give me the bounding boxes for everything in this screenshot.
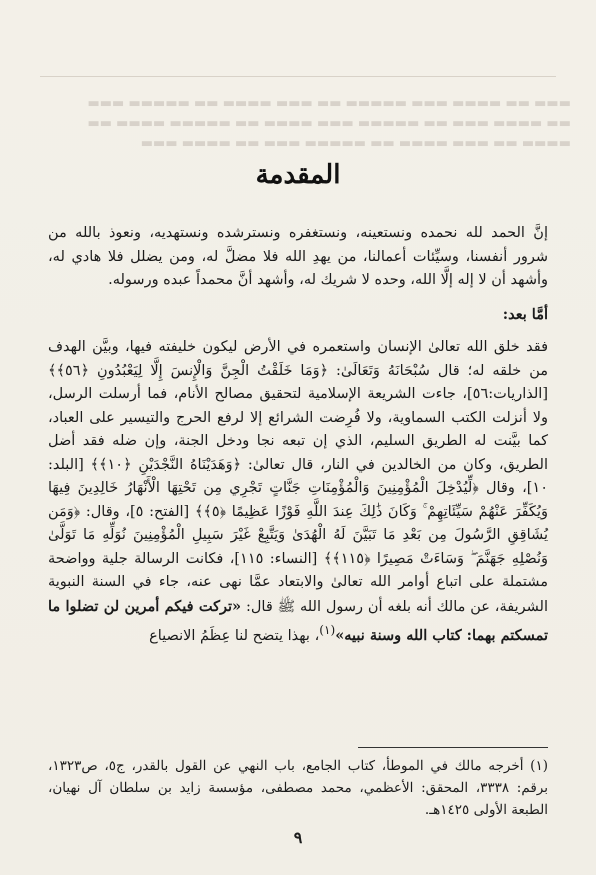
- opening-paragraph: إنَّ الحمد لله نحمده ونستعينه، ونستغفره ونسترشده ونستهديه، ونعوذ بالله من شرور أنفسنا، وسيِّئات أعمالنا، من يهدِ الله فلا مضلَّ له، ومن يضلل فلا هادي له، وأشهد أن لا إله إلَّا الله، وحده لا شريك له، وأشهد أنَّ محمداً عبده ورسوله.: [48, 225, 548, 288]
- body-paragraph-text: فقد خلق الله تعالىٰ الإنسان واستعمره في الأرض ليكون خليفته فيها، وبيَّن الهدف من خلقه له؛ قال سُبْحَانَهُ وَتَعَالَىٰ: ﴿وَمَا خَلَقْتُ الْجِنَّ وَالْإِنسَ إِلَّا لِيَعْبُدُونِ ﴿٥٦﴾﴾ [الذاريات:٥٦]، جاءت الشريعة الإسلامية لتحقيق مصالح الأنام، فما أرسلت الرسل، ولا أنزلت الكتب السماوية، ولا فُرِضت الشرائع إلا لرفع الحرج والتيسير على العباد، كما بيَّنت له الطريق السليم، الذي إن تبعه نجا ودخل الجنة، وإن ضله فقد أضل الطريق، وكان من الخالدين في النار، قال تعالىٰ: ﴿وَهَدَيْنَاهُ النَّجْدَيْنِ ﴿١٠﴾﴾ [البلد: ١٠]، وقال ﴿لِّيُدْخِلَ الْمُؤْمِنِينَ وَالْمُؤْمِنَاتِ جَنَّاتٍ تَجْرِي مِن تَحْتِهَا الْأَنْهَارُ خَالِدِينَ فِيهَا وَيُكَفِّرَ عَنْهُمْ سَيِّئَاتِهِمْ ۚ وَكَانَ ذَٰلِكَ عِندَ اللَّهِ فَوْزًا عَظِيمًا ﴿٥﴾﴾ [الفتح: ٥]، وقال: ﴿وَمَن يُشَاقِقِ الرَّسُولَ مِن بَعْدِ مَا تَبَيَّنَ لَهُ الْهُدَىٰ وَيَتَّبِعْ غَيْرَ سَبِيلِ الْمُؤْمِنِينَ نُوَلِّهِ مَا تَوَلَّىٰ وَنُصْلِهِ جَهَنَّمَ ۖ وَسَاءَتْ مَصِيرًا ﴿١١٥﴾﴾ [النساء: ١١٥]، فكانت الرسالة جلية وواضحة مشتملة على اتباع أوامر الله تعالىٰ والابتعاد عمَّا نهى عنه، جاء في السنة النبوية الشريفة، عن مالك أنه بلغه أن رسول الله ﷺ قال:: [48, 339, 549, 615]
- hadith-quote: «تركت فيكم أمرين لن تضلوا ما تمسكتم بهما: كتاب الله وسنة نبيه»: [48, 597, 548, 644]
- main-text: [48, 222, 548, 648]
- page-number: ٩: [293, 828, 303, 847]
- page-title: المقدمة: [255, 160, 341, 190]
- footnote-reference[interactable]: (١): [319, 623, 336, 637]
- show-through-header-rule: [40, 64, 556, 77]
- show-through-text: ▬▬▬ ▬▬ ▬▬▬▬ ▬▬▬ ▬▬▬▬▬ ▬▬ ▬▬▬ ▬▬▬▬ ▬▬ ▬▬▬▬▬ ▬▬▬: [87, 96, 571, 111]
- show-through-text: ▬▬▬▬ ▬▬ ▬▬▬ ▬▬▬▬ ▬▬ ▬▬▬▬▬ ▬▬▬ ▬▬ ▬▬▬▬ ▬▬▬: [140, 136, 571, 151]
- body-paragraph-tail: ، بهذا يتضح لنا عِظَمُ الانصياع: [149, 627, 320, 644]
- footnote-separator: [358, 747, 548, 748]
- amma-bad-heading: أمَّا بعد:: [502, 305, 548, 323]
- footnote: (١) أخرجه مالك في الموطأ، كتاب الجامع، باب النهي عن القول بالقدر، ج٥، ص١٣٢٣، برقم: ٣٣٣٨، المحقق: الأعظمي، محمد مصطفى، مؤسسة زايد بن سلطان آل نهيان، الطبعة الأولى ١٤٢٥هـ.: [48, 758, 548, 818]
- body-paragraph: [48, 336, 548, 648]
- show-through-text: ▬▬ ▬▬▬▬ ▬▬▬ ▬▬ ▬▬▬▬▬ ▬▬▬ ▬▬▬▬ ▬▬ ▬▬▬▬▬ ▬▬▬▬ ▬▬: [87, 116, 571, 131]
